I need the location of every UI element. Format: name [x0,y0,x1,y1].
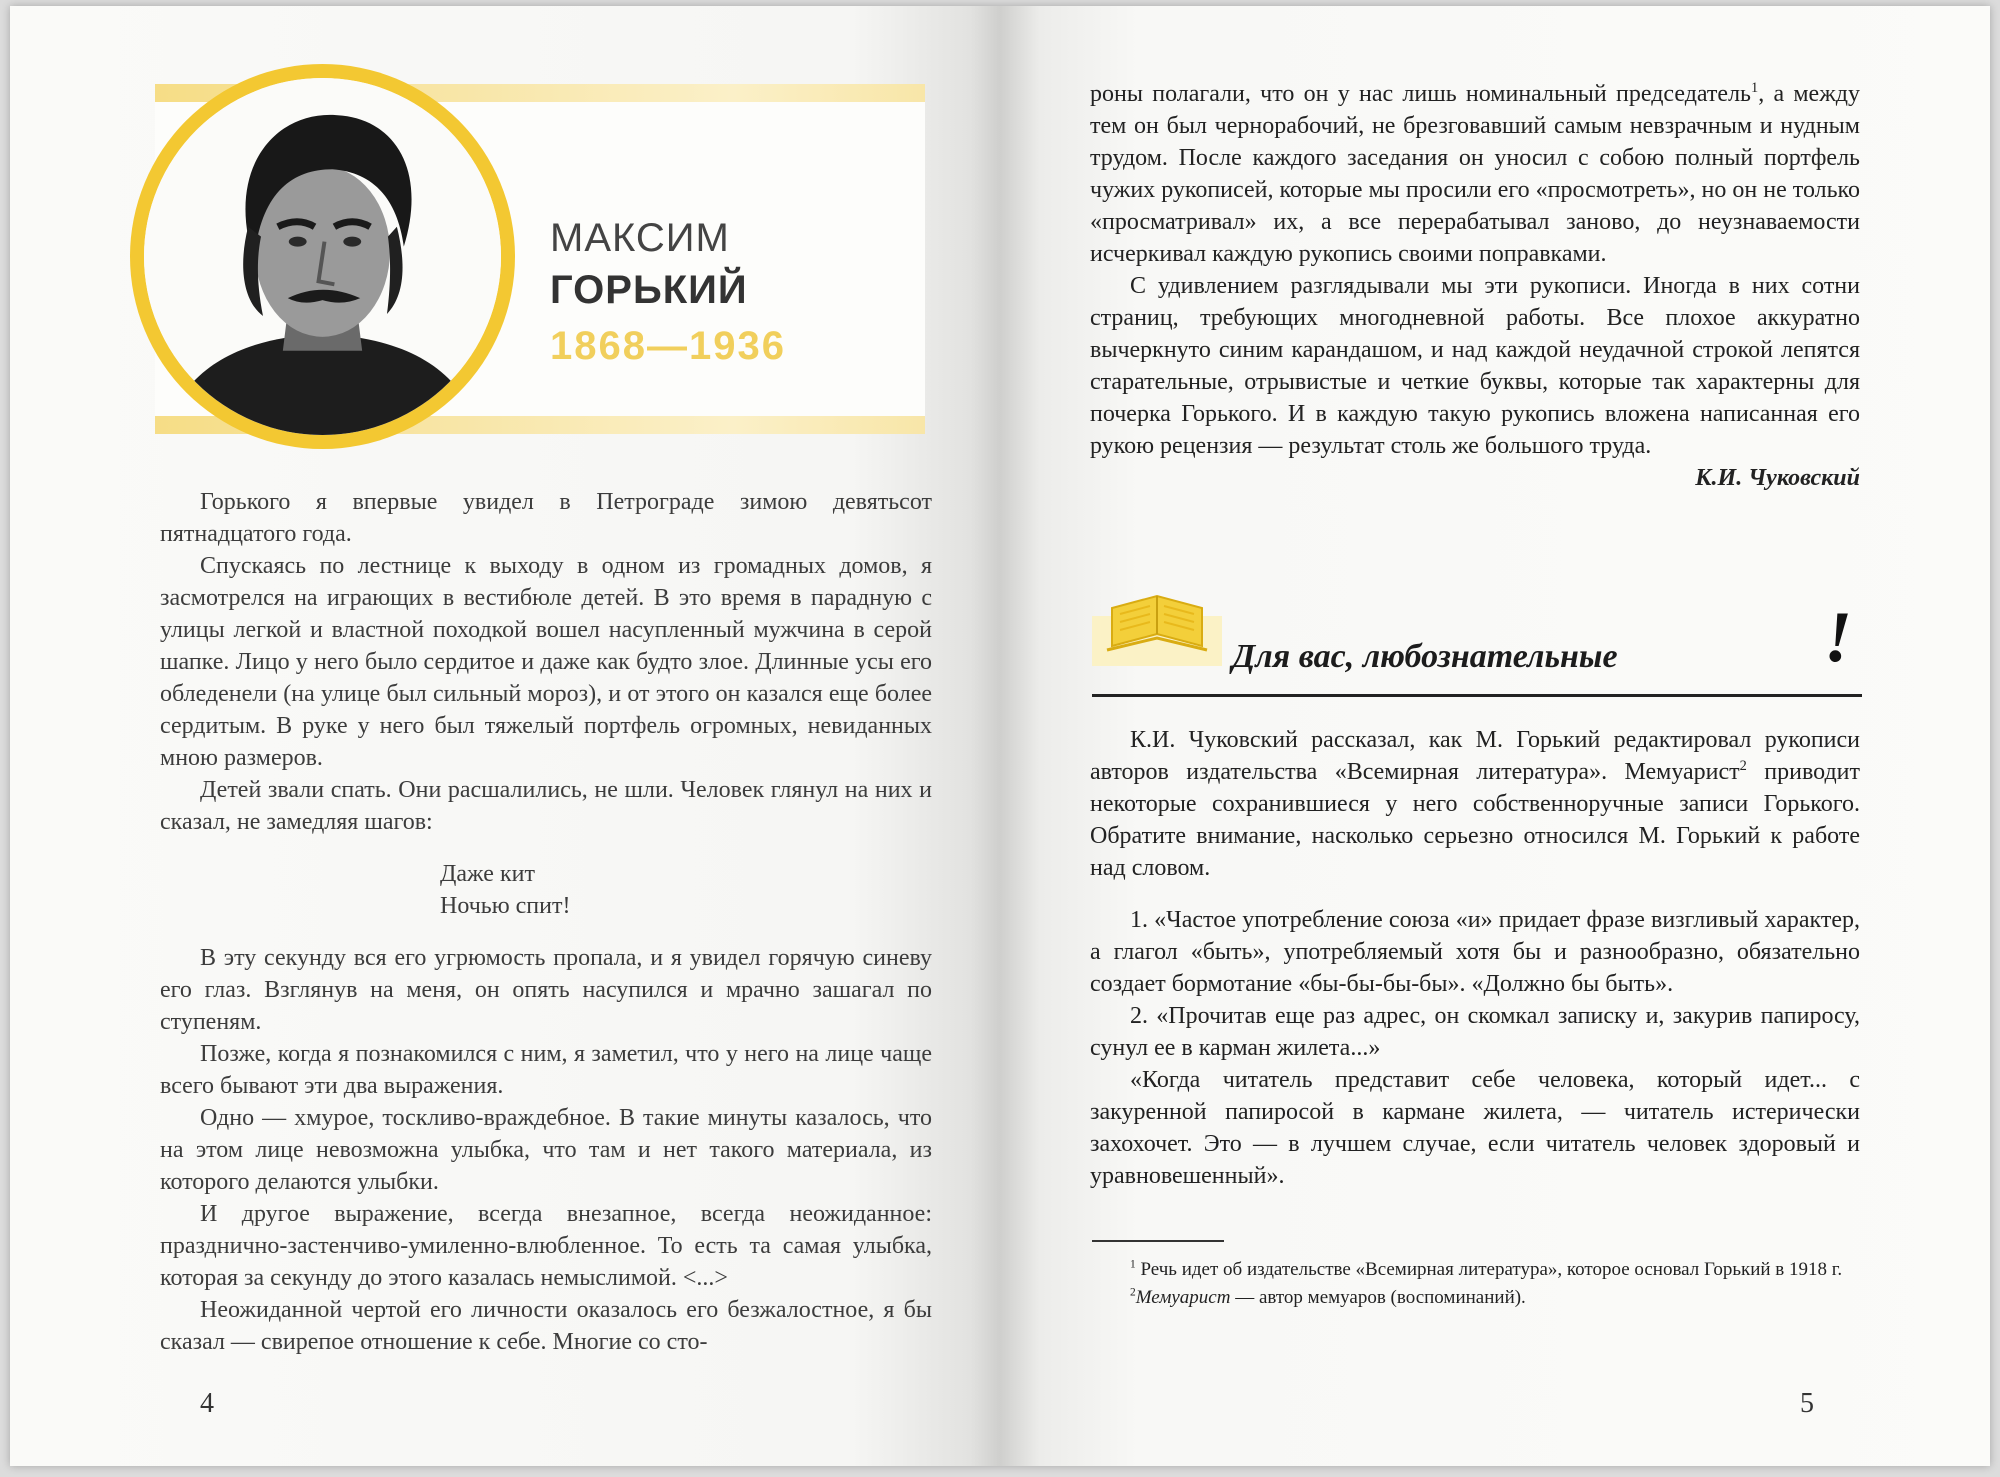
footnote: $^1$ Речь идет об издательстве «Всемирная литература», которое основал Горький в 1918 г. [1130,1258,1843,1280]
list-item: 2. «Прочитав еще раз адрес, он скомкал записку и, закурив папиросу, сунул ее в карман жилета...» [1090,1003,1860,1061]
quote-author: К.И. Чуковский [1695,465,1860,491]
paragraph: Одно — хмурое, тоскливо-враждебное. В такие минуты казалось, что на этом лице невозможна улыбка, что там и нет такого материала, из которого делаются улыбки. [160,1105,932,1195]
footnote: $^2$Мемуарист — автор мемуаров (воспоминаний). [1130,1286,1526,1308]
author-years: 1868—1936 [550,324,786,368]
portrait-drawing [144,78,501,435]
paragraph: Горького я впервые увидел в Петрограде зимою девятьсот пятнадцатого года. [160,489,932,547]
left-page-text [160,486,932,1358]
author-last-name: ГОРЬКИЙ [550,268,748,312]
paragraph: роны полагали, что он у нас лишь номинальный председатель$^1$, а между тем он был чернорабочий, не брезговавший самым невзрачным и нудным трудом. После каждого заседания он уносил с собою полный портфель чужих рукописей, которые мы просили его «просмотреть», но он не только «просматривал» их, а все перерабатывал заново, до неузнаваемости исчеркивал каждую рукопись своими поправками. [1090,80,1860,267]
left-page [10,6,1000,1466]
paragraph: В эту секунду вся его угрюмость пропала, и я увидел горячую синеву его глаз. Взглянув на меня, он опять насупился и мрачно зашагал по ступеням. [160,945,932,1035]
paragraph: Неожиданной чертой его личности оказалось его безжалостное, я бы сказал — свирепое отношение к себе. Многие со сто- [160,1297,932,1355]
author-first-name: МАКСИМ [550,216,730,260]
verse-line: Даже кит [440,861,535,887]
portrait-image [144,78,501,435]
list-item: 1. «Частое употребление союза «и» придает фразе визгливый характер, а глагол «быть», употребляемый хотя бы и разнообразно, обязательно создает бормотание «бы-бы-бы-бы». «Должно бы быть». [1090,907,1860,997]
section-mark: ! [1823,597,1852,677]
section-rule [1092,694,1862,697]
paragraph: С удивлением разглядывали мы эти рукописи. Иногда в них сотни страниц, требующих многодневной работы. Все плохое аккуратно вычеркнуто синим карандашом, и над каждой неудачной строкой лепятся старательные, отрывистые и четкие буквы, которые так характерны для почерка Горького. И в каждую такую рукопись вложена написанная его рукою рецензия — результат столь же большого труда. [1090,273,1860,459]
open-book-icon [1092,586,1222,666]
section-text [1090,724,1860,1192]
paragraph: К.И. Чуковский рассказал, как М. Горький редактировал рукописи авторов издательства «Всемирная литература». Мемуарист$^2$ приводит некоторые сохранившиеся у него собственноручные записи Горького. Обратите внимание, насколько серьезно относился М. Горький к работе над словом. [1090,727,1860,881]
book-spread [10,6,1990,1466]
paragraph: Детей звали спать. Они расшалились, не шли. Человек глянул на них и сказал, не замедляя шагов: [160,777,932,835]
paragraph: И другое выражение, всегда внезапное, всегда неожиданное: празднично-застенчиво-умиленно-влюбленное. То есть та самая улыбка, которая за секунду до этого казалась немыслимой. <...> [160,1201,932,1291]
paragraph: Позже, когда я познакомился с ним, я заметил, что у него на лице чаще всего бывают эти два выражения. [160,1041,932,1099]
paragraph: Спускаясь по лестнице к выходу в одном из громадных домов, я засмотрелся на играющих в вестибюле детей. В это время в парадную с улицы легкой и властной походкой вошел насупленный мужчина в серой шапке. Лицо у него было сердитое и даже как будто злое. Длинные усы его обледенели (на улице был сильный мороз), и от этого он казался еще более сердитым. В руке у него был тяжелый портфель огромных, невиданных мною размеров. [160,553,932,771]
section-title: Для вас, любознательные [1232,638,1618,675]
footnotes [1092,1256,1862,1312]
footnote-divider [1092,1240,1224,1242]
page-number-left: 4 [200,1388,214,1419]
paragraph: «Когда читатель представит себе человека, который идет... с закуренной папиросой в кармане жилета, — читатель истерически захохочет. Это — в лучшем случае, если читатель человек здоровый и уравновешенный». [1090,1067,1860,1189]
section-header [1092,586,1862,698]
page-number-right: 5 [1800,1388,1814,1419]
verse-line: Ночью спит! [440,893,571,919]
right-page-text [1090,78,1860,494]
